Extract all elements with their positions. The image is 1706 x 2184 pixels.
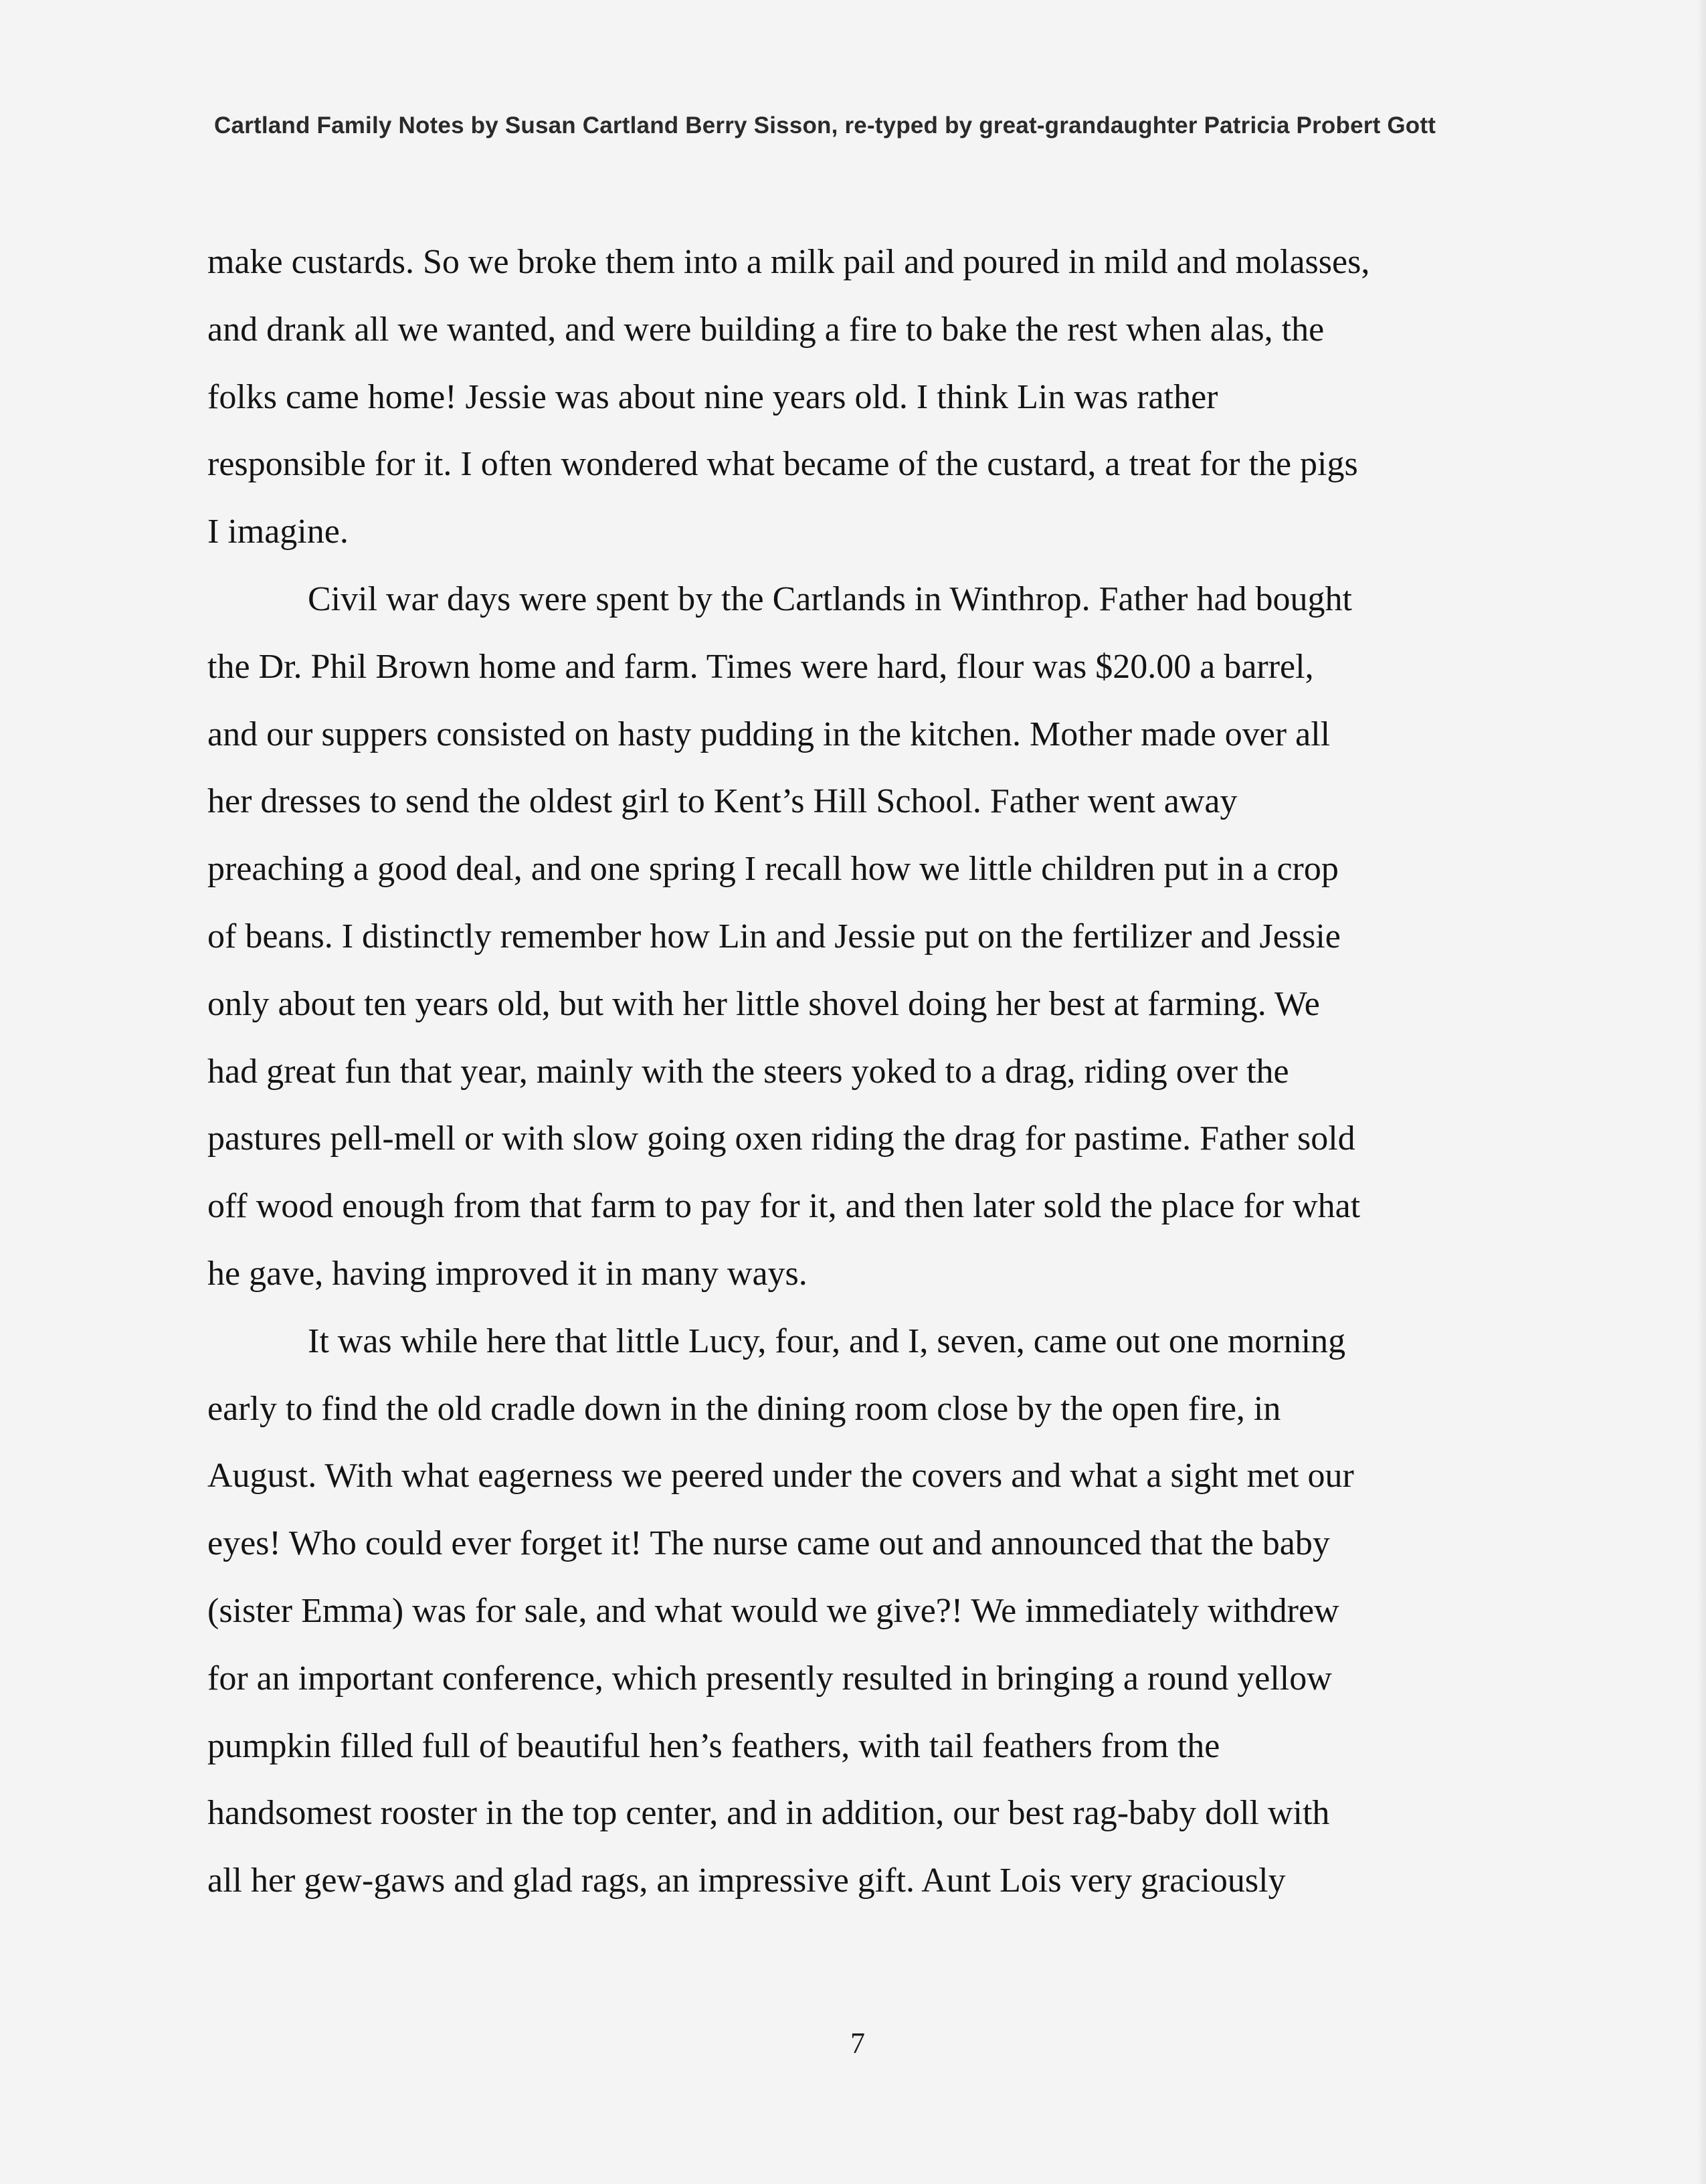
text-line: responsible for it. I often wondered what became of the custard, a treat for the pigs <box>207 445 1358 484</box>
text-line: pumpkin filled full of beautiful hen’s feathers, with tail feathers from the <box>207 1726 1220 1765</box>
text-line: and our suppers consisted on hasty pudding in the kitchen. Mother made over all <box>207 715 1331 753</box>
text-line: folks came home! Jessie was about nine years old. I think Lin was rather <box>207 377 1218 416</box>
paragraph-start-line: Civil war days were spent by the Cartlands in Winthrop. Father had bought <box>308 579 1352 618</box>
text-line: preaching a good deal, and one spring I recall how we little children put in a crop <box>207 850 1339 889</box>
text-line: pastures pell-mell or with slow going oxen riding the drag for pastime. Father sold <box>207 1119 1355 1158</box>
text-line: of beans. I distinctly remember how Lin and Jessie put on the fertilizer and Jessie <box>207 917 1341 955</box>
text-line: handsomest rooster in the top center, and in addition, our best rag-baby doll with <box>207 1794 1330 1833</box>
text-line: he gave, having improved it in many ways. <box>207 1254 808 1293</box>
text-line: August. With what eagerness we peered under the covers and what a sight met our <box>207 1457 1354 1495</box>
text-line: only about ten years old, but with her little shovel doing her best at farming. We <box>207 984 1320 1023</box>
text-line: had great fun that year, mainly with the steers yoked to a drag, riding over the <box>207 1052 1289 1091</box>
scan-edge-shadow <box>1697 0 1706 2184</box>
text-line: make custards. So we broke them into a milk pail and poured in mild and molasses, <box>207 243 1370 281</box>
text-line: early to find the old cradle down in the dining room close by the open fire, in <box>207 1389 1281 1428</box>
paragraph-start-line: It was while here that little Lucy, four, and I, seven, came out one morning <box>308 1322 1346 1360</box>
text-line: (sister Emma) was for sale, and what would we give?! We immediately withdrew <box>207 1591 1339 1630</box>
text-line: off wood enough from that farm to pay for it, and then later sold the place for what <box>207 1187 1361 1226</box>
body-text <box>207 229 1519 1915</box>
running-header: Cartland Family Notes by Susan Cartland Berry Sisson, re-typed by great-grandaughter Patricia Probert Gott <box>214 112 1436 139</box>
text-line: and drank all we wanted, and were building a fire to bake the rest when alas, the <box>207 310 1325 349</box>
text-line: all her gew-gaws and glad rags, an impressive gift. Aunt Lois very graciously <box>207 1861 1286 1900</box>
text-line: eyes! Who could ever forget it! The nurse came out and announced that the baby <box>207 1524 1330 1563</box>
text-line: the Dr. Phil Brown home and farm. Times were hard, flour was $20.00 a barrel, <box>207 647 1314 686</box>
text-line: her dresses to send the oldest girl to Kent’s Hill School. Father went away <box>207 782 1238 821</box>
page-number: 7 <box>850 2027 865 2060</box>
text-line: I imagine. <box>207 513 349 551</box>
text-line: for an important conference, which presently resulted in bringing a round yellow <box>207 1659 1332 1698</box>
